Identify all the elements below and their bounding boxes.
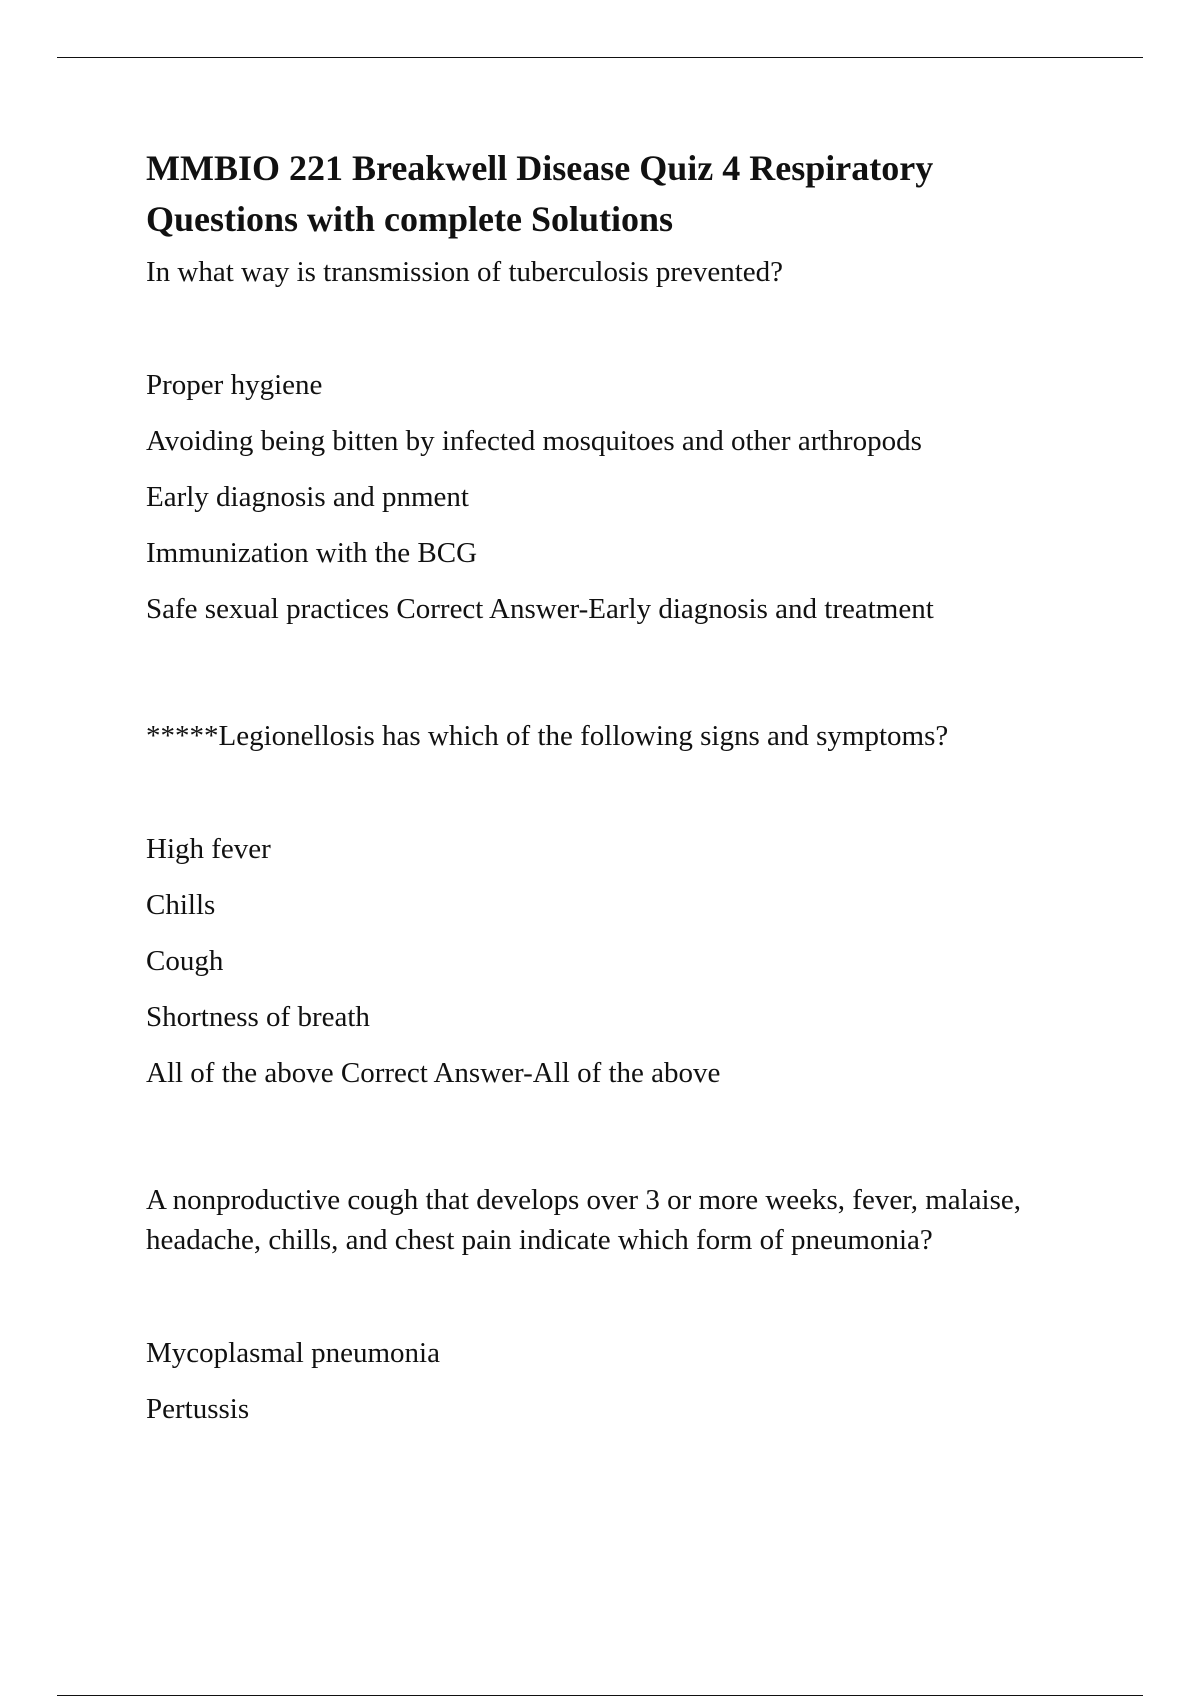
header-rule <box>57 57 1143 58</box>
question-prompt: In what way is transmission of tuberculosis prevented? <box>146 256 784 288</box>
answer-option: Proper hygiene <box>146 369 323 401</box>
answer-options <box>146 365 1086 645</box>
document-body <box>146 143 1086 1445</box>
question-prompt: *****Legionellosis has which of the following signs and symptoms? <box>146 720 949 752</box>
answer-option: Pertussis <box>146 1393 250 1425</box>
answer-option: Immunization with the BCG <box>146 537 478 569</box>
answer-options <box>146 829 1086 1109</box>
answer-option: Avoiding being bitten by infected mosquitoes and other arthropods <box>146 425 922 457</box>
answer-option: Cough <box>146 945 224 977</box>
answer-option: Early diagnosis and pnment <box>146 481 469 513</box>
answer-option: Shortness of breath <box>146 1001 370 1033</box>
answer-option: Safe sexual practices Correct Answer-Early diagnosis and treatment <box>146 593 934 625</box>
answer-option: All of the above Correct Answer-All of the above <box>146 1057 721 1089</box>
answer-option: Mycoplasmal pneumonia <box>146 1337 440 1369</box>
document-title: MMBIO 221 Breakwell Disease Quiz 4 Respiratory Questions with complete Solutions <box>146 148 934 239</box>
answer-options <box>146 1333 1086 1445</box>
footer-rule <box>57 1695 1143 1696</box>
answer-option: Chills <box>146 889 216 921</box>
answer-option: High fever <box>146 833 271 865</box>
question-prompt: A nonproductive cough that develops over 3 or more weeks, fever, malaise, headache, chills, and chest pain indicate which form of pneumonia? <box>146 1184 1022 1256</box>
